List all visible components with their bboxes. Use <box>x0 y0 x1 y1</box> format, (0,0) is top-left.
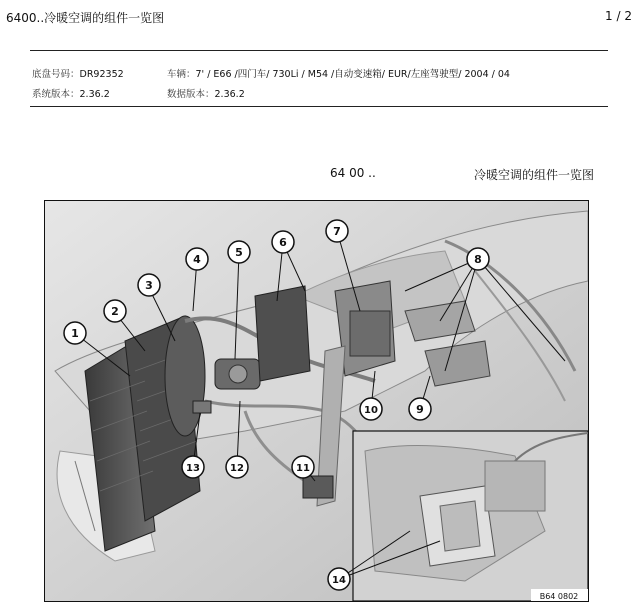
callout-5: 5 <box>235 246 243 259</box>
data-version-value: 2.36.2 <box>214 89 245 100</box>
page-number: 1 / 2 <box>605 9 632 23</box>
chassis-label: 底盘号码： <box>32 69 80 80</box>
document-title: 6400..冷暖空调的组件一览图 <box>6 11 165 25</box>
callout-7: 7 <box>333 225 341 238</box>
data-version <box>167 86 245 100</box>
system-version-value: 2.36.2 <box>79 89 110 100</box>
data-version-label: 数据版本： <box>167 89 215 100</box>
callout-8: 8 <box>474 253 482 266</box>
component-overview-figure <box>44 200 589 602</box>
vehicle-label: 车辆： <box>167 69 196 80</box>
system-version-label: 系统版本： <box>32 89 80 100</box>
callout-9: 9 <box>416 403 424 416</box>
header-rule-top <box>30 50 608 51</box>
callout-6: 6 <box>279 236 287 249</box>
system-version <box>32 86 110 100</box>
callout-10: 10 <box>364 405 378 416</box>
callout-12: 12 <box>230 463 244 474</box>
callout-14: 14 <box>332 575 346 586</box>
vehicle-value: 7' / E66 /四门车/ 730Li / M54 /自动变速箱/ EUR/左座驾驶型/ 2004 / 04 <box>195 69 510 80</box>
vehicle-info <box>167 66 510 80</box>
chassis-number <box>32 66 124 80</box>
callout-1: 1 <box>71 327 79 340</box>
callout-4: 4 <box>193 253 201 266</box>
figure-title: 冷暖空调的组件一览图 <box>474 168 595 182</box>
header-rule-bottom <box>30 106 608 107</box>
component-illustration <box>45 201 588 601</box>
callout-13: 13 <box>186 463 200 474</box>
figure-image-id: B64 0802 <box>539 592 579 601</box>
callout-11: 11 <box>296 463 310 474</box>
callout-2: 2 <box>111 305 119 318</box>
figure-code: 64 00 .. <box>330 166 376 180</box>
callout-3: 3 <box>145 279 153 292</box>
chassis-value: DR92352 <box>79 69 124 80</box>
